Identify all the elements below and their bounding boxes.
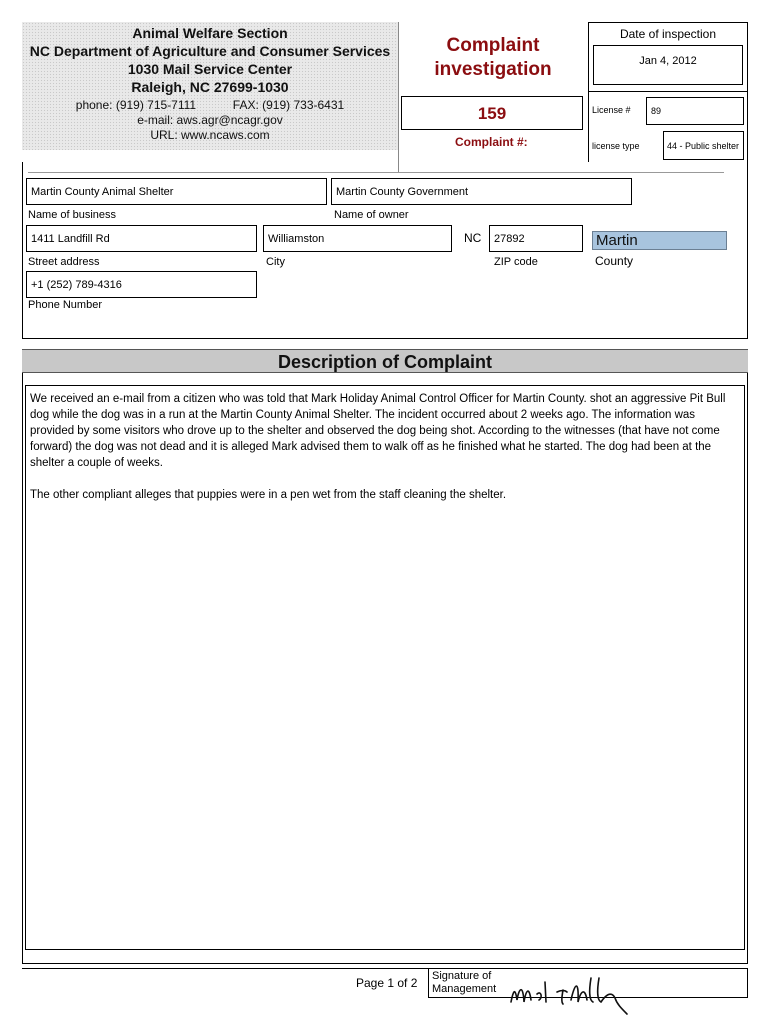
page-number: Page 1 of 2 [356,976,418,990]
signature-label: Signature of Management [432,970,497,995]
agency-header [22,22,398,150]
zip-code-field[interactable]: 27892 [489,225,583,252]
inspection-date-label: Date of inspection [619,27,717,41]
county-label: County [595,254,634,268]
handwritten-signature [505,972,635,1016]
street-address-field[interactable]: 1411 Landfill Rd [26,225,257,252]
form-title: Complaint investigation [398,22,588,94]
street-address-label: Street address [28,256,100,268]
owner-name-field[interactable]: Martin County Government [331,178,632,205]
county-field[interactable]: Martin [592,231,727,250]
agency-url: URL: www.ncaws.com [150,128,270,142]
description-paragraph: We received an e-mail from a citizen who was told that Mark Holiday Animal Control Officer for Martin County. shot an aggressive Pit Bull dog while the dog was in a run at the Martin County Animal Shelter. The incident occurred about 2 weeks ago. The information was provided by some visitors who drove up to the shelter and observed the dog being shot. According to the witnesses (that have not come forward) the dog was not dead and it is alleged Mark advised them to walk off as he finished what he started. The dog had been at the shelter a couple of weeks. [30,393,726,469]
business-name-label: Name of business [28,209,117,221]
business-name-field[interactable]: Martin County Animal Shelter [26,178,327,205]
agency-email: e-mail: aws.agr@ncagr.gov [137,113,283,127]
zip-code-label: ZIP code [494,256,538,268]
city-state: Raleigh, NC 27699-1030 [131,79,289,95]
license-number-field[interactable]: 89 [646,97,744,125]
license-type-label: license type [592,141,640,151]
phone-number-field[interactable]: +1 (252) 789-4316 [26,271,257,298]
city-field[interactable]: Williamston [263,225,452,252]
phone-number-label: Phone Number [28,299,102,311]
description-paragraph: The other compliant alleges that puppies were in a pen wet from the staff cleaning the shelter. [30,489,507,501]
license-number-label: License # [592,105,631,115]
description-text-area[interactable] [25,385,745,950]
city-label: City [266,256,285,268]
state-value: NC [464,231,482,245]
section-name: Animal Welfare Section [132,25,288,41]
complaint-number-label: Complaint #: [455,135,528,149]
department-name: NC Department of Agriculture and Consumer Services [29,43,391,59]
owner-name-label: Name of owner [334,209,409,221]
agency-phone: phone: (919) 715-7111 [75,98,197,112]
license-type-field[interactable]: 44 - Public shelter [663,131,744,160]
description-heading: Description of Complaint [22,349,748,373]
agency-fax: FAX: (919) 733-6431 [232,98,345,112]
inspection-panel [588,22,748,92]
complaint-number-field[interactable]: 159 [401,96,583,130]
inspection-date-field[interactable]: Jan 4, 2012 [593,45,743,85]
mail-center: 1030 Mail Service Center [127,61,293,77]
header-divider [398,22,399,172]
